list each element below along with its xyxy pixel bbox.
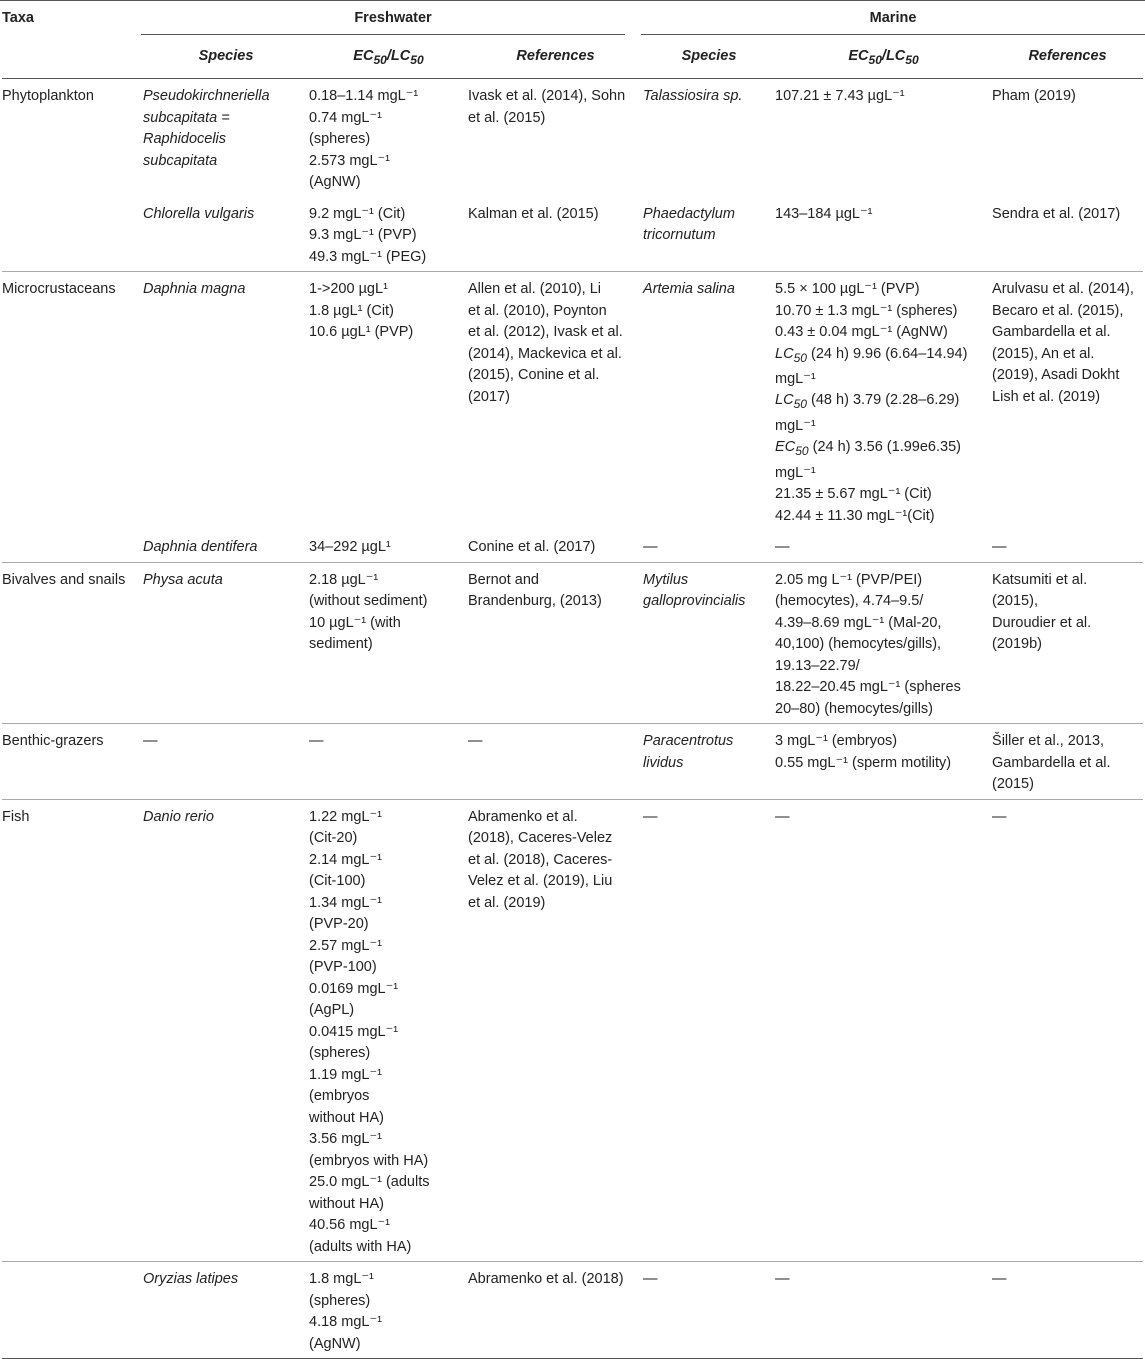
cell-line: et al. (2019) [468, 894, 546, 911]
cell-line: Physa acuta [143, 571, 223, 588]
taxa-cell: Fish [2, 799, 143, 1262]
fw-ec-lc-cell [309, 799, 468, 1262]
fw-references-cell [468, 272, 643, 531]
cell-line: Conine et al. (2017) [468, 539, 596, 556]
cell-line: (2017) [468, 388, 510, 405]
cell-line: 10 µgL⁻¹ (with [309, 614, 401, 631]
fw-species-cell [143, 724, 309, 800]
cell-line: — [775, 1271, 790, 1288]
fw-species-header: Species [143, 40, 309, 79]
fw-species-cell [143, 799, 309, 1262]
cell-line: — [309, 733, 324, 750]
cell-line: 1.19 mgL⁻¹ [309, 1066, 382, 1083]
cell-line: (Cit-20) [309, 830, 358, 847]
cell-line: 21.35 ± 5.67 mgL⁻¹ (Cit) [775, 486, 932, 503]
freshwater-header: Freshwater [354, 10, 432, 26]
cell-line: lividus [643, 754, 684, 771]
cell-line: Šiller et al., 2013, [992, 733, 1105, 750]
cell-line: — [992, 808, 1007, 825]
cell-line: Abramenko et al. (2018) [468, 1271, 624, 1288]
cell-line: 2.14 mgL⁻¹ [309, 851, 382, 868]
m-species-cell [643, 530, 775, 562]
m-species-cell [643, 562, 775, 724]
m-ec-lc-cell [775, 799, 992, 1262]
table-row [2, 562, 1143, 724]
cell-line: — [468, 733, 483, 750]
cell-line: 5.5 × 100 µgL⁻¹ (PVP) [775, 281, 920, 297]
cell-line: Abramenko et al. [468, 808, 578, 825]
cell-line: 1.22 mgL⁻¹ [309, 808, 382, 825]
cell-line: Paracentrotus [643, 733, 734, 750]
cell-line: 107.21 ± 7.43 µgL⁻¹ [775, 88, 905, 104]
fw-references-cell [468, 1262, 643, 1359]
cell-line: 20–80) (hemocytes/gills) [775, 700, 933, 717]
cell-line: 143–184 µgL⁻¹ [775, 205, 873, 222]
m-references-cell [992, 197, 1143, 272]
cell-line: Raphidocelis subcapitata [143, 131, 227, 169]
cell-line: 25.0 mgL⁻¹ (adults [309, 1174, 430, 1191]
column-header-row [2, 40, 1143, 79]
cell-line: mgL⁻¹ [775, 417, 816, 434]
cell-line: 40,100) (hemocytes/gills), [775, 636, 942, 653]
taxa-cell [2, 530, 143, 562]
m-species-cell [643, 799, 775, 1262]
cell-line: (2015), An et al. [992, 345, 1095, 362]
taxa-cell: Benthic-grazers [2, 724, 143, 800]
m-references-cell [992, 562, 1143, 724]
cell-line: 3 mgL⁻¹ (embryos) [775, 733, 898, 750]
cell-line: — [143, 733, 158, 750]
cell-line: mgL⁻¹ [775, 464, 816, 481]
cell-line: (2015), Conine et al. [468, 367, 600, 383]
cell-line: (2015) [992, 776, 1034, 793]
cell-line: Gambardella et al. [992, 324, 1111, 340]
cell-line: (PVP-20) [309, 916, 369, 933]
m-references-cell [992, 272, 1143, 531]
cell-line: (adults with HA) [309, 1238, 412, 1255]
m-ec-lc-cell [775, 562, 992, 724]
m-ec-lc-cell [775, 724, 992, 800]
fw-ec-lc-cell [309, 79, 468, 197]
cell-line: Pseudokirchneriella subcapitata = [143, 88, 270, 126]
cell-line: 34–292 µgL¹ [309, 539, 391, 556]
m-references-header: References [992, 40, 1143, 79]
fw-references-cell [468, 562, 643, 724]
m-species-cell [643, 79, 775, 197]
table-row [2, 799, 1143, 1262]
cell-line: sediment) [309, 636, 373, 653]
m-references-cell [992, 724, 1143, 800]
m-species-header: Species [643, 40, 775, 79]
fw-ec-lc-cell [309, 1262, 468, 1359]
cell-line: Oryzias latipes [143, 1271, 239, 1288]
cell-line: Lish et al. (2019) [992, 388, 1101, 405]
fw-ec-lc-cell [309, 724, 468, 800]
cell-line: $LC_{50}$ (48 h) 3.79 (2.28–6.29) [775, 392, 960, 412]
cell-line: Chlorella vulgaris [143, 205, 255, 222]
m-references-cell [992, 79, 1143, 197]
m-species-cell [643, 1262, 775, 1359]
taxa-cell: Microcrustaceans [2, 281, 116, 297]
cell-line: (without sediment) [309, 593, 428, 610]
m-ec-lc-cell [775, 1262, 992, 1359]
cell-line: et al. (2015) [468, 109, 546, 126]
cell-line: without HA) [309, 1109, 384, 1126]
cell-line: 1->200 µgL¹ [309, 281, 388, 297]
cell-line: et al. (2010), Poynton [468, 302, 607, 319]
taxa-cell: Phytoplankton [2, 88, 94, 104]
cell-line: 1.8 mgL⁻¹ [309, 1271, 374, 1288]
marine-header: Marine [869, 10, 917, 26]
cell-line: Duroudier et al. [992, 614, 1092, 631]
toxicity-table [2, 0, 1143, 1359]
fw-species-cell [143, 272, 309, 531]
cell-line: 2.18 µgL⁻¹ [309, 571, 379, 588]
cell-line: 2.57 mgL⁻¹ [309, 937, 382, 954]
cell-line: 1.8 µgL¹ (Cit) [309, 302, 394, 319]
marine-group-rule [641, 34, 1145, 35]
fw-references-header: References [468, 40, 643, 79]
cell-line: Daphnia magna [143, 281, 246, 297]
cell-line: 0.74 mgL⁻¹ [309, 109, 382, 126]
cell-line: (hemocytes), 4.74–9.5/ [775, 593, 924, 610]
cell-line: 19.13–22.79/ [775, 657, 860, 674]
m-species-cell [643, 724, 775, 800]
m-species-cell [643, 197, 775, 272]
cell-line: Gambardella et al. [992, 754, 1111, 771]
cell-line: mgL⁻¹ [775, 370, 816, 387]
cell-line: without HA) [309, 1195, 384, 1212]
fw-ec-lc-header: $EC_{50}/LC_{50}$ [309, 40, 468, 79]
cell-line: (AgNW) [309, 174, 361, 190]
cell-line: Artemia salina [643, 281, 735, 297]
cell-line: Velez et al. (2019), Liu [468, 873, 613, 890]
m-species-cell [643, 272, 775, 531]
taxa-cell: Bivalves and snails [2, 562, 143, 724]
table-body [2, 79, 1143, 1359]
cell-line: 1.34 mgL⁻¹ [309, 894, 382, 911]
cell-line: 10.70 ± 1.3 mgL⁻¹ (spheres) [775, 302, 958, 319]
cell-line: 9.3 mgL⁻¹ (PVP) [309, 227, 417, 243]
cell-line: 0.0415 mgL⁻¹ [309, 1023, 399, 1040]
cell-line: Talassiosira sp. [643, 88, 743, 104]
cell-line: (embryos [309, 1088, 370, 1105]
cell-line: — [643, 1271, 658, 1288]
cell-line: 10.6 µgL¹ (PVP) [309, 324, 414, 340]
cell-line: $LC_{50}$ (24 h) 9.96 (6.64–14.94) [775, 345, 968, 365]
cell-line: 0.18–1.14 mgL⁻¹ [309, 88, 419, 104]
cell-line: Ivask et al. (2014), Sohn [468, 88, 626, 104]
fw-species-cell [143, 530, 309, 562]
table-row [2, 79, 1143, 197]
cell-line: — [992, 1271, 1007, 1288]
fw-references-cell [468, 799, 643, 1262]
m-references-cell [992, 799, 1143, 1262]
cell-line: Allen et al. (2010), Li [468, 281, 601, 297]
fw-references-cell [468, 724, 643, 800]
cell-line: 2.573 mgL⁻¹ [309, 152, 391, 169]
fw-references-cell [468, 197, 643, 272]
cell-line: et al. (2018), Caceres- [468, 851, 613, 868]
table-row [2, 530, 1143, 562]
cell-line: Danio rerio [143, 808, 214, 825]
cell-line: 4.39–8.69 mgL⁻¹ (Mal-20, [775, 614, 942, 631]
cell-line: (embryos with HA) [309, 1152, 429, 1169]
freshwater-group-rule [141, 34, 625, 35]
cell-line: (2019b) [992, 636, 1043, 653]
m-ec-lc-header: $EC_{50}/LC_{50}$ [775, 40, 992, 79]
cell-line: — [775, 808, 790, 825]
cell-line: Mytilus [643, 571, 689, 588]
cell-line: 49.3 mgL⁻¹ (PEG) [309, 248, 427, 265]
fw-ec-lc-cell [309, 562, 468, 724]
cell-line: (AgNW) [309, 1335, 361, 1352]
fw-species-cell [143, 79, 309, 197]
m-ec-lc-cell [775, 530, 992, 562]
taxa-cell [2, 1262, 143, 1359]
cell-line: (PVP-100) [309, 959, 377, 976]
cell-line: 4.18 mgL⁻¹ [309, 1314, 382, 1331]
table-row [2, 724, 1143, 800]
cell-line: Kalman et al. (2015) [468, 205, 599, 222]
cell-line: — [643, 808, 658, 825]
cell-line: 2.05 mg L⁻¹ (PVP/PEI) [775, 571, 923, 588]
cell-line: — [775, 539, 790, 556]
fw-references-cell [468, 79, 643, 197]
cell-line: 40.56 mgL⁻¹ [309, 1217, 391, 1234]
m-ec-lc-cell [775, 79, 992, 197]
cell-line: (spheres) [309, 131, 371, 147]
table-top-rule [0, 0, 1145, 1]
cell-line: 3.56 mgL⁻¹ [309, 1131, 382, 1148]
cell-line: (AgPL) [309, 1002, 355, 1019]
cell-line: 0.0169 mgL⁻¹ [309, 980, 399, 997]
cell-line: galloprovincialis [643, 593, 746, 610]
fw-references-cell [468, 530, 643, 562]
m-ec-lc-cell [775, 272, 992, 531]
fw-species-cell [143, 562, 309, 724]
taxa-header: Taxa [2, 10, 34, 26]
fw-ec-lc-cell [309, 272, 468, 531]
fw-ec-lc-cell [309, 197, 468, 272]
cell-line: 18.22–20.45 mgL⁻¹ (spheres [775, 679, 961, 696]
cell-line: (2019), Asadi Dokht [992, 367, 1120, 383]
cell-line: Pham (2019) [992, 88, 1076, 104]
m-ec-lc-cell [775, 197, 992, 272]
m-references-cell [992, 1262, 1143, 1359]
empty-header [2, 40, 143, 79]
cell-line: Sendra et al. (2017) [992, 205, 1121, 222]
cell-line: — [992, 539, 1007, 556]
cell-line: (spheres) [309, 1292, 371, 1309]
cell-line: Daphnia dentifera [143, 539, 258, 556]
m-references-cell [992, 530, 1143, 562]
cell-line: 0.55 mgL⁻¹ (sperm motility) [775, 754, 952, 771]
cell-line: Phaedactylum [643, 205, 735, 222]
cell-line: — [643, 539, 658, 556]
cell-line: $EC_{50}$ (24 h) 3.56 (1.99e6.35) [775, 439, 961, 459]
cell-line: 0.43 ± 0.04 mgL⁻¹ (AgNW) [775, 324, 948, 340]
fw-species-cell [143, 197, 309, 272]
cell-line: 9.2 mgL⁻¹ (Cit) [309, 205, 406, 222]
cell-line: Arulvasu et al. (2014), [992, 281, 1134, 297]
table-row [2, 272, 1143, 531]
cell-line: (spheres) [309, 1045, 371, 1062]
table-row [2, 1262, 1143, 1359]
taxa-cell [2, 197, 143, 272]
fw-species-cell [143, 1262, 309, 1359]
cell-line: (2014), Mackevica et al. [468, 345, 622, 362]
table-row [2, 197, 1143, 272]
cell-line: Katsumiti et al. (2015), [992, 571, 1088, 610]
fw-ec-lc-cell [309, 530, 468, 562]
cell-line: Bernot and [468, 571, 539, 588]
cell-line: tricornutum [643, 227, 716, 243]
cell-line: (2018), Caceres-Velez [468, 830, 613, 847]
cell-line: (Cit-100) [309, 873, 366, 890]
cell-line: 42.44 ± 11.30 mgL⁻¹(Cit) [775, 507, 935, 524]
cell-line: Becaro et al. (2015), [992, 302, 1124, 319]
cell-line: et al. (2012), Ivask et al. [468, 324, 623, 340]
cell-line: Brandenburg, (2013) [468, 593, 602, 610]
